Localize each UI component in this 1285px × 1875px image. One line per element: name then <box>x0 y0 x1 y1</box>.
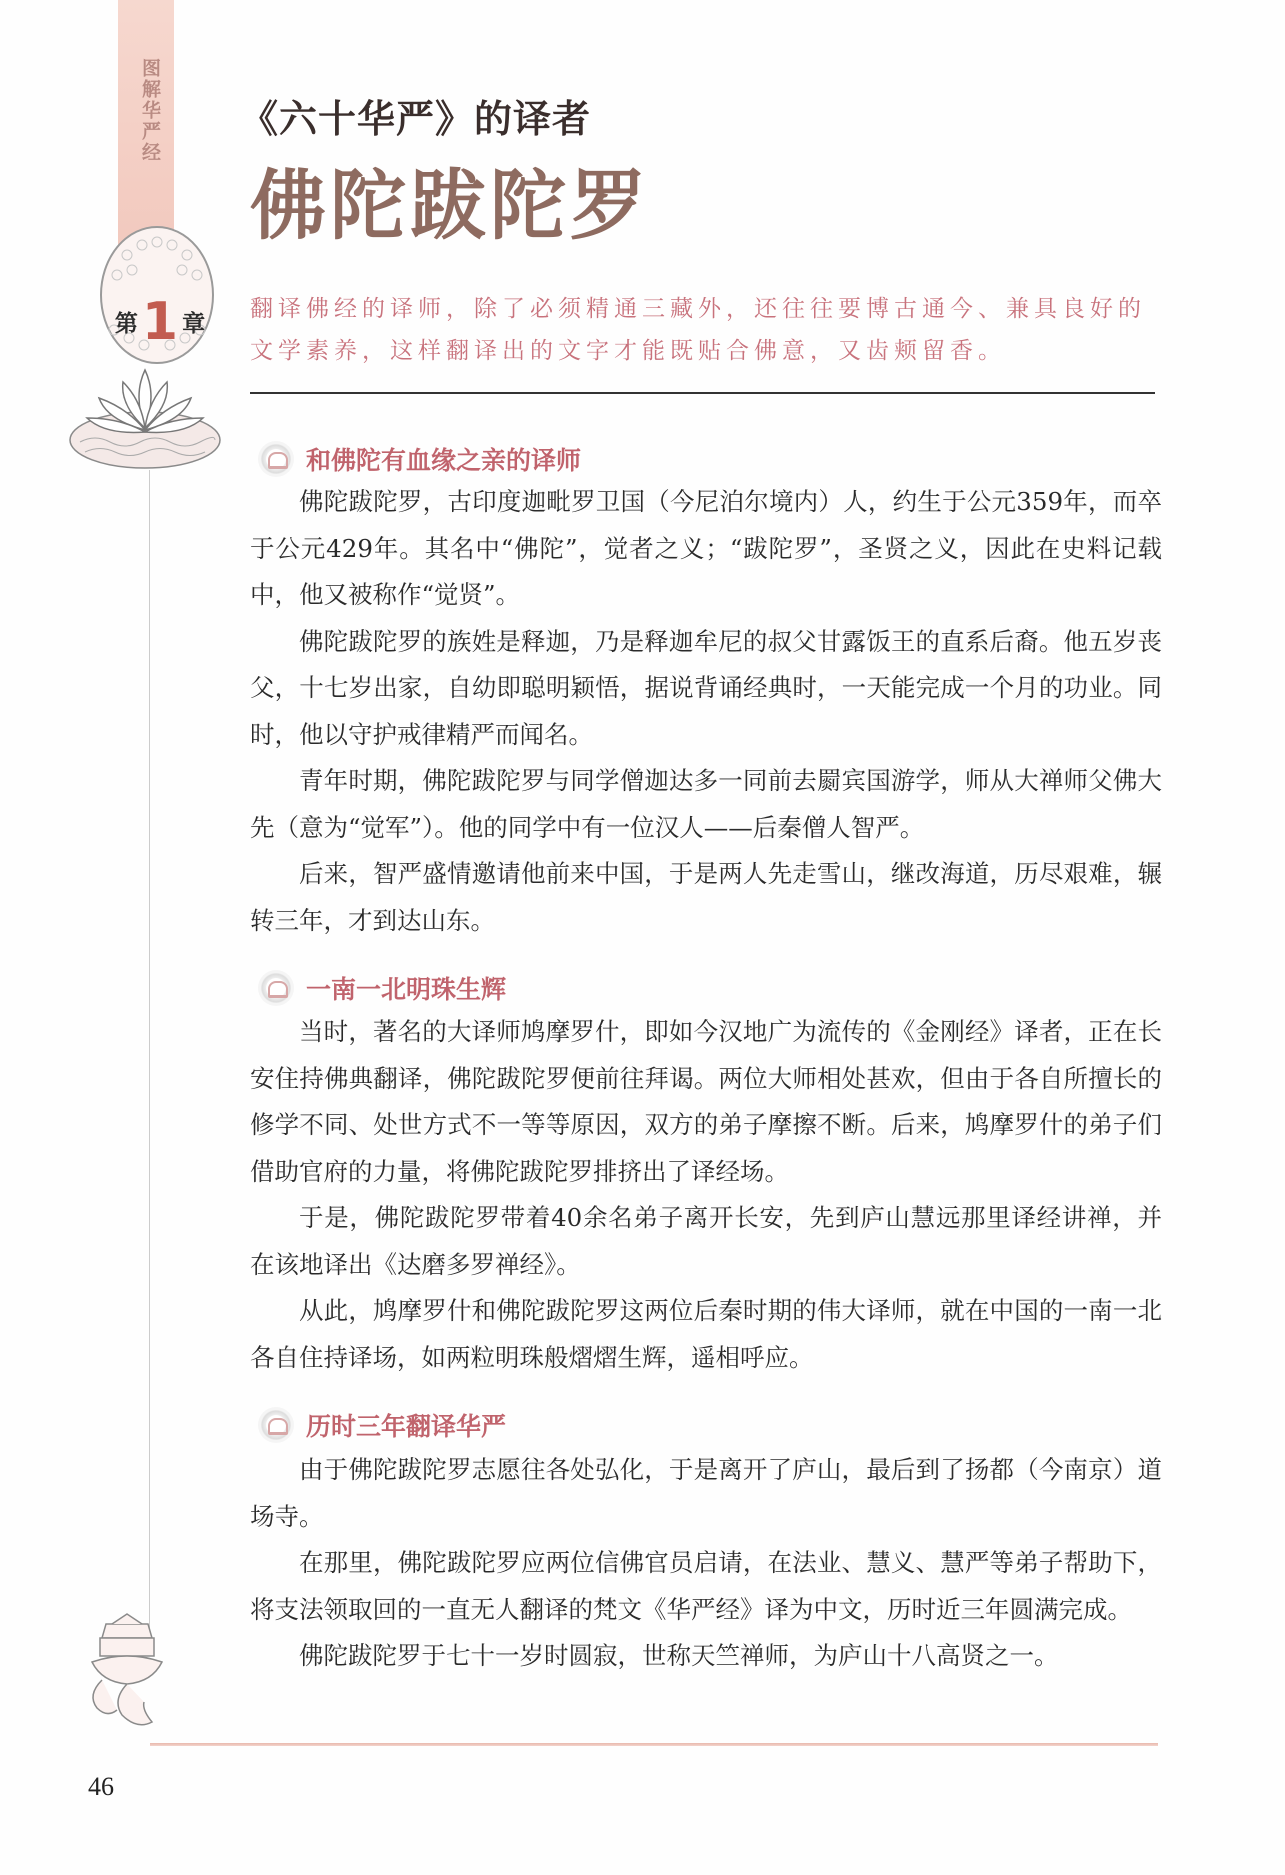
chapter-suffix: 章 <box>182 311 206 337</box>
book-title: 图解华严经 <box>139 58 161 163</box>
section-heading <box>258 970 506 1006</box>
page-number: 46 <box>88 1772 114 1801</box>
lotus-bullet-icon <box>258 441 294 477</box>
section-heading-text: 历时三年翻译华严 <box>306 1412 507 1441</box>
title-divider <box>250 392 1155 394</box>
paragraph: 佛陀跋陀罗，古印度迦毗罗卫国（今尼泊尔境内）人，约生于公元359年，而卒于公元429年。其名中“佛陀”，觉者之义；“跋陀罗”，圣贤之义，因此在史料记载中，他又被称作“觉贤”。 <box>250 487 1162 609</box>
intro-text: 翻译佛经的译师，除了必须精通三藏外，还往往要博古通今、兼具良好的文学素养，这样翻译出的文字才能既贴合佛意，又齿颊留香。 <box>250 296 1146 364</box>
section-heading-text: 和佛陀有血缘之亲的译师 <box>306 446 582 475</box>
paragraph: 当时，著名的大译师鸠摩罗什，即如今汉地广为流传的《金刚经》译者，正在长安住持佛典翻译，佛陀跋陀罗便前往拜谒。两位大师相处甚欢，但由于各自所擅长的修学不同、处世方式不一等等原因，双方的弟子摩擦不断。后来，鸠摩罗什的弟子们借助官府的力量，将佛陀跋陀罗排挤出了译经场。 <box>250 1017 1162 1186</box>
paragraph: 青年时期，佛陀跋陀罗与同学僧迦达多一同前去罽宾国游学，师从大禅师父佛大先（意为“觉军”）。他的同学中有一位汉人——后秦僧人智严。 <box>250 766 1162 842</box>
lotus-bullet-icon <box>258 1407 294 1443</box>
paragraph: 在那里，佛陀跋陀罗应两位信佛官员启请，在法业、慧义、慧严等弟子帮助下，将支法领取回的一直无人翻译的梵文《华严经》译为中文，历时近三年圆满完成。 <box>250 1548 1162 1624</box>
paragraph: 佛陀跋陀罗的族姓是释迦，乃是释迦牟尼的叔父甘露饭王的直系后裔。他五岁丧父，十七岁出家，自幼即聪明颖悟，据说背诵经典时，一天能完成一个月的功业。同时，他以守护戒律精严而闻名。 <box>250 626 1162 749</box>
footer-rule <box>150 1743 1158 1746</box>
section-heading-text: 一南一北明珠生辉 <box>306 975 507 1004</box>
section-body <box>250 1447 1162 1680</box>
paragraph: 于是，佛陀跋陀罗带着40余名弟子离开长安，先到庐山慧远那里译经讲禅，并在该地译出《达磨多罗禅经》。 <box>250 1203 1162 1279</box>
lotus-bullet-icon <box>258 970 294 1006</box>
margin-rule <box>149 470 150 1650</box>
section-body <box>250 1009 1162 1381</box>
page-title: 佛陀跋陀罗 <box>250 161 650 250</box>
page-subtitle: 《六十华严》的译者 <box>240 96 592 141</box>
chapter-prefix: 第 <box>114 311 138 337</box>
incense-burner-ornament <box>82 1610 172 1740</box>
chapter-number: 1 <box>141 292 179 352</box>
paragraph: 后来，智严盛情邀请他前来中国，于是两人先走雪山，继改海道，历尽艰难，辗转三年，才到达山东。 <box>250 859 1162 935</box>
paragraph: 由于佛陀跋陀罗志愿往各处弘化，于是离开了庐山，最后到了扬都（今南京）道场寺。 <box>250 1455 1162 1531</box>
paragraph: 从此，鸠摩罗什和佛陀跋陀罗这两位后秦时期的伟大译师，就在中国的一南一北各自住持译场，如两粒明珠般熠熠生辉，遥相呼应。 <box>250 1296 1162 1372</box>
lotus-icon <box>65 360 225 475</box>
section-heading <box>258 441 581 477</box>
chapter-label <box>100 292 220 352</box>
paragraph: 佛陀跋陀罗于七十一岁时圆寂，世称天竺禅师，为庐山十八高贤之一。 <box>299 1641 1059 1670</box>
section-body <box>250 479 1162 944</box>
section-heading <box>258 1407 506 1443</box>
